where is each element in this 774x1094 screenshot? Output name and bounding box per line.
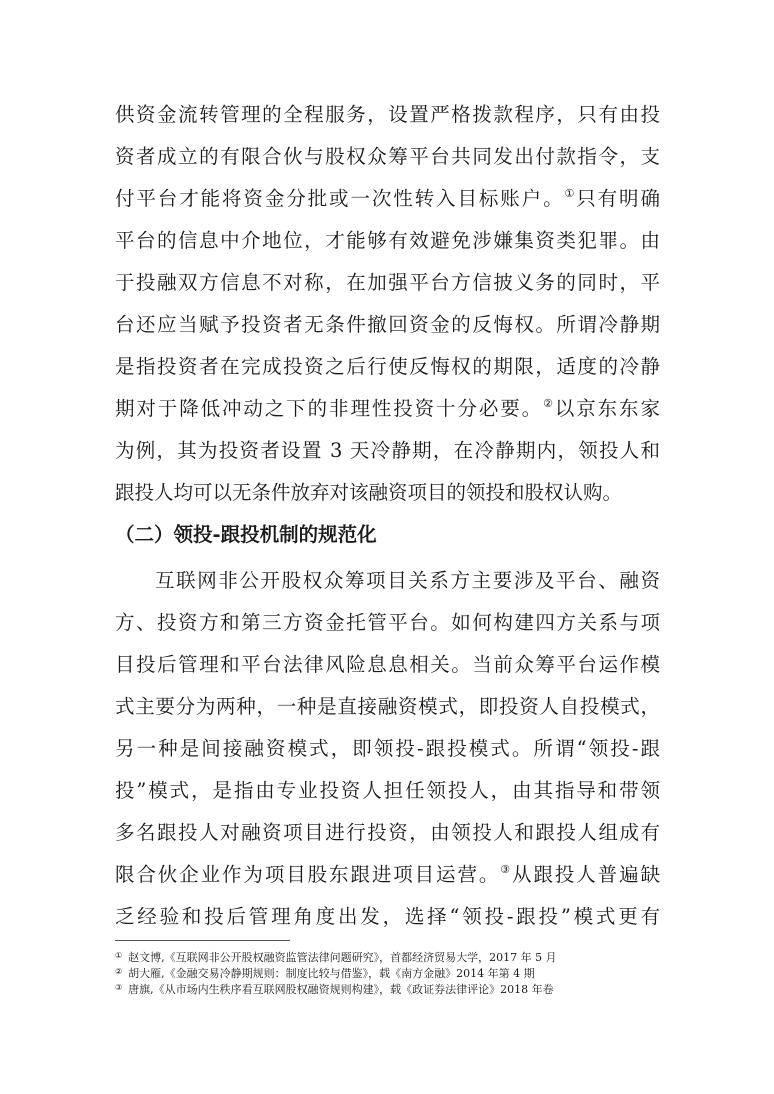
body-line-6: 台还应当赋予投资者无条件撤回资金的反悔权。所谓冷静期: [115, 313, 660, 336]
footnote-3-text: 唐旗,《从市场内生秩序看互联网股权融资规则构建》，载《政证券法律评论》2018 年卷: [128, 983, 554, 996]
para2-line-6: 投”模式，是指由专业投资人担任领投人，由其指导和带领: [115, 779, 660, 802]
footnote-3: [115, 982, 675, 998]
body-line-3b: 只有明确: [576, 187, 660, 210]
para2-line-8a: 限合伙企业作为项目股东跟进项目运营。: [115, 863, 501, 886]
para2-line-3: 目投后管理和平台法律风险息息相关。当前众筹平台运作模: [115, 653, 660, 676]
body-line-4: 平台的信息中介地位，才能够有效避免涉嫌集资类犯罪。由: [115, 229, 660, 252]
body-line-5: 于投融双方信息不对称，在加强平台方信披义务的同时，平: [115, 271, 660, 294]
para2-line-5: 另一种是间接融资模式，即领投-跟投模式。所谓“领投-跟: [115, 737, 660, 760]
body-line-7: 是指投资者在完成投资之后行使反悔权的期限，适度的冷静: [115, 355, 660, 378]
footnote-2: [115, 966, 675, 982]
section-heading: （二）领投-跟投机制的规范化: [115, 523, 377, 546]
body-line-8a: 期对于降低冲动之下的非理性投资十分必要。: [115, 397, 544, 420]
body-line-8b: 以京东东家: [554, 397, 660, 420]
body-line-2: 资者成立的有限合伙与股权众筹平台共同发出付款指令，支: [115, 145, 660, 168]
para2-line-9: 乏经验和投后管理角度出发，选择“领投-跟投”模式更有: [115, 905, 660, 928]
para2-line-1: 互联网非公开股权众筹项目关系方主要涉及平台、融资: [155, 569, 660, 592]
body-line-3: [115, 185, 660, 213]
footnote-ref-1[interactable]: ①: [564, 187, 577, 200]
footnote-mark-2: ②: [115, 967, 123, 976]
footnote-1-text: 赵文博,《互联网非公开股权融资监管法律问题研究》，首都经济贸易大学，2017 年 5 月: [128, 951, 557, 964]
footnote-1: [115, 950, 675, 966]
body-line-1: 供资金流转管理的全程服务，设置严格拨款程序，只有由投: [115, 103, 660, 126]
footnote-divider: [115, 940, 290, 941]
footnote-mark-1: ①: [115, 951, 123, 960]
footnote-mark-3: ③: [115, 983, 123, 992]
footnote-ref-3[interactable]: ③: [500, 863, 513, 876]
para2-line-8b: 从跟投人普遍缺: [512, 863, 660, 886]
para2-line-7: 多名跟投人对融资项目进行投资，由领投人和跟投人组成有: [115, 821, 660, 844]
para2-line-4: 式主要分为两种，一种是直接融资模式，即投资人自投模式，: [115, 695, 660, 718]
body-line-9: 为例，其为投资者设置 3 天冷静期，在冷静期内，领投人和: [115, 439, 660, 462]
footnote-ref-2[interactable]: ②: [543, 397, 555, 410]
footnote-2-text: 胡大雁,《金融交易冷静期规则：制度比较与借鉴》，载《南方金融》2014 年第 4 期: [128, 967, 535, 980]
para2-line-2: 方、投资方和第三方资金托管平台。如何构建四方关系与项: [115, 611, 660, 634]
para2-line-8: [115, 861, 660, 889]
body-line-10: 跟投人均可以无条件放弃对该融资项目的领投和股权认购。: [115, 481, 623, 504]
body-line-3a: 付平台才能将资金分批或一次性转入目标账户。: [115, 187, 565, 210]
body-line-8: [115, 395, 660, 423]
